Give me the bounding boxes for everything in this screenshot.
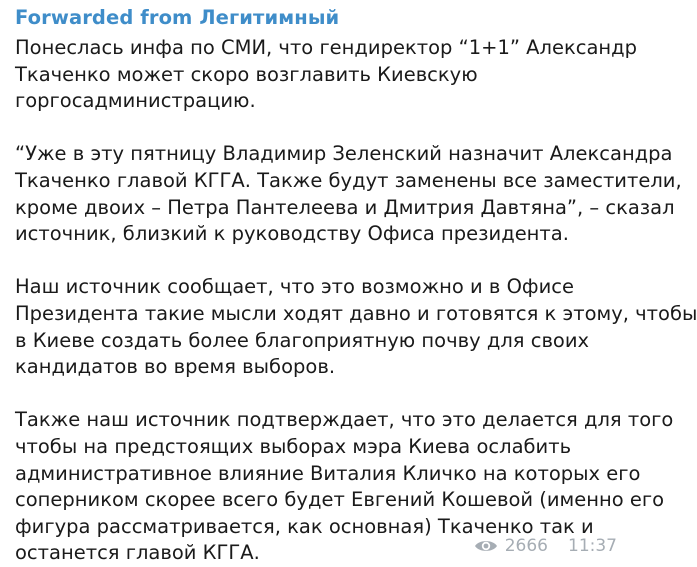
text-line: соперником скорее всего будет Евгений Кошевой (именно его: [15, 488, 665, 512]
text-line: источник, близкий к руководству Офиса президента.: [15, 222, 569, 246]
message-paragraph: [15, 35, 638, 115]
text-line: в Киеве создать более благоприятную почву для своих: [15, 328, 590, 352]
view-count: 2666: [504, 536, 548, 556]
text-line: кандидатов во время выборов.: [15, 355, 336, 379]
eye-icon: [474, 538, 498, 554]
message-time: 11:37: [568, 536, 617, 556]
text-line: административное влияние Виталия Кличко на которых его: [15, 461, 641, 485]
message-paragraph: [15, 274, 697, 380]
text-line: Также наш источник подтверждает, что это делается для того: [15, 408, 674, 432]
text-line: Ткаченко главой КГГА. Также будут заменены все заместители,: [15, 168, 682, 192]
text-line: кроме двоих – Петра Пантелеева и Дмитрия Давтяна”, – сказал: [15, 195, 675, 219]
message-meta: [474, 536, 617, 556]
text-line: останется главой КГГА.: [15, 541, 260, 565]
text-line: Понеслась инфа по СМИ, что гендиректор “1+1” Александр: [15, 36, 638, 59]
text-line: горгосадминистрацию.: [15, 89, 256, 113]
text-line: фигура рассматривается, как основная) Ткаченко так и: [15, 514, 594, 538]
text-line: Наш источник сообщает, что это возможно и в Офисе: [15, 275, 574, 299]
forwarded-from-header[interactable]: Forwarded from Легитимный: [15, 6, 340, 29]
text-line: Президента такие мысли ходят давно и готовятся к этому, чтобы: [15, 301, 697, 325]
text-line: “Уже в эту пятницу Владимир Зеленский назначит Александра: [15, 142, 673, 166]
text-line: чтобы на предстоящих выборах мэра Киева ослабить: [15, 434, 572, 458]
text-line: Ткаченко может скоро возглавить Киевскую: [15, 62, 478, 86]
message-text: [15, 35, 697, 567]
message-paragraph: [15, 141, 682, 247]
